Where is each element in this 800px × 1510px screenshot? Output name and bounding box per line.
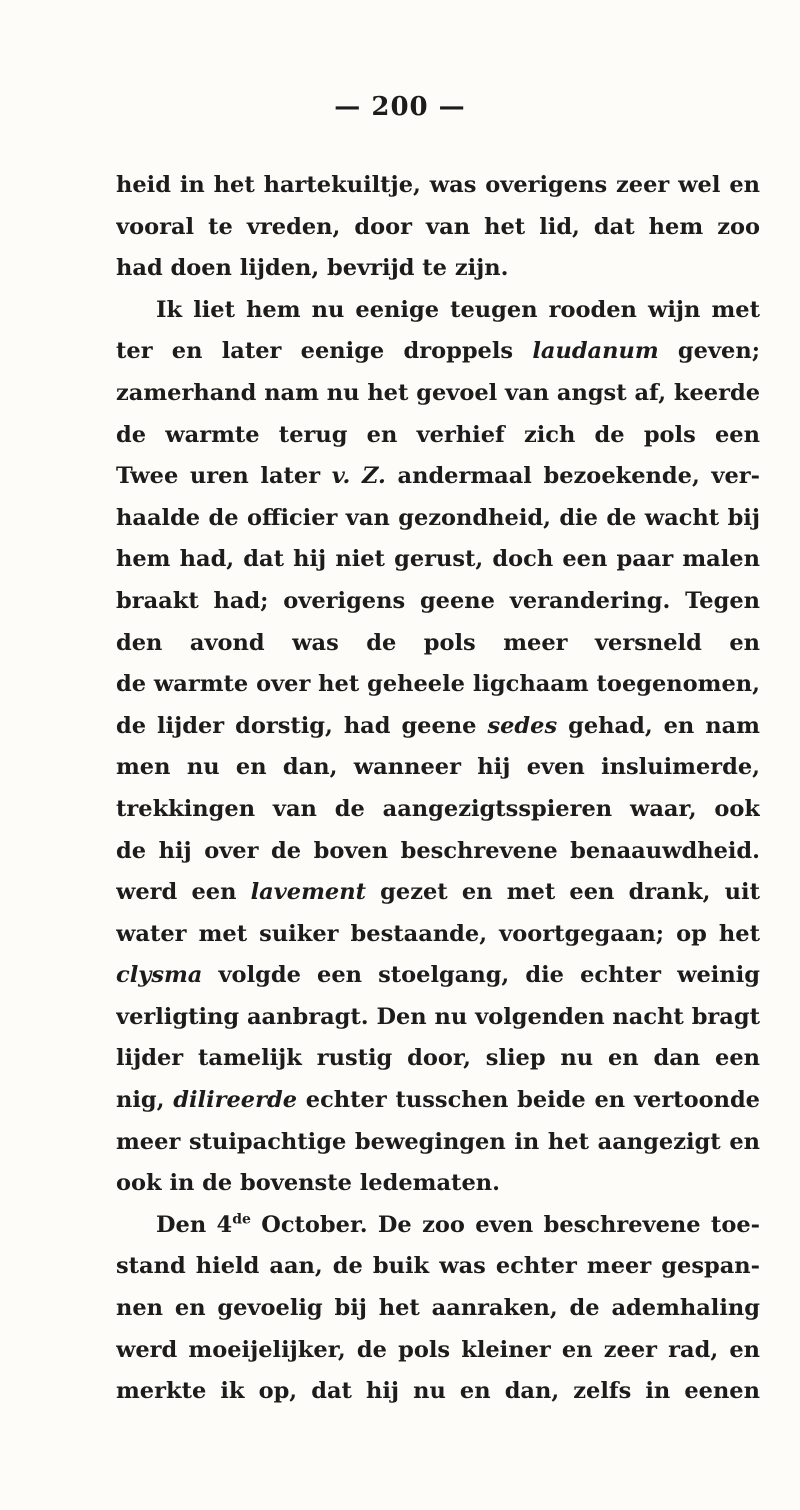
text-line: nen en gevoelig bij het aanraken, de ademhaling bbox=[116, 1295, 760, 1322]
text-line: Twee uren later v. Z. andermaal bezoekende, ver- bbox=[116, 463, 760, 490]
italic-term: lavement bbox=[250, 879, 366, 906]
text-line: de warmte over het geheele ligchaam toegenomen, bbox=[116, 671, 760, 698]
text-line: meer stuipachtige bewegingen in het aangezigt en bbox=[116, 1128, 760, 1155]
italic-term: laudanum bbox=[532, 338, 659, 365]
italic-term: v. Z. bbox=[331, 463, 386, 490]
text-line: merkte ik op, dat hij nu en dan, zelfs in eenen bbox=[116, 1378, 760, 1405]
text-line: Ik liet hem nu eenige teugen rooden wijn met bbox=[156, 296, 760, 323]
page-number: — 200 — bbox=[334, 92, 466, 122]
body-text bbox=[116, 165, 760, 1413]
italic-term: dilireerde bbox=[173, 1087, 298, 1114]
text-line: zamerhand nam nu het gevoel van angst af, keerde bbox=[116, 379, 760, 406]
text-line: de lijder dorstig, had geene sedes gehad, en nam bbox=[116, 712, 760, 739]
text-line: werd moeijelijker, de pols kleiner en zeer rad, en bbox=[116, 1336, 760, 1363]
italic-term: clysma bbox=[116, 962, 203, 989]
text-line: werd een lavement gezet en met een drank, uit bbox=[116, 879, 760, 906]
superscript: de bbox=[232, 1211, 251, 1228]
text-line: stand hield aan, de buik was echter meer gespan- bbox=[116, 1253, 760, 1280]
text-line: lijder tamelijk rustig door, sliep nu en dan een bbox=[116, 1045, 760, 1072]
text-line: de hij over de boven beschrevene benaauwdheid. bbox=[116, 837, 760, 864]
text-line: haalde de officier van gezondheid, die de wacht bij bbox=[116, 504, 760, 531]
text-line: had doen lijden, bevrijd te zijn. bbox=[116, 255, 509, 282]
text-line: men nu en dan, wanneer hij even insluimerde, bbox=[116, 754, 760, 781]
text-line: de warmte terug en verhief zich de pols een bbox=[116, 421, 760, 448]
text-line: water met suiker bestaande, voortgegaan; op het bbox=[116, 920, 760, 947]
text-line: nig, dilireerde echter tusschen beide en vertoonde bbox=[116, 1087, 760, 1114]
italic-term: sedes bbox=[487, 712, 558, 739]
text-line: Den 4de October. De zoo even beschrevene toe- bbox=[156, 1211, 760, 1238]
text-line: den avond was de pols meer versneld en bbox=[116, 629, 760, 656]
text-line: ter en later eenige droppels laudanum geven; bbox=[116, 338, 760, 365]
text-line: trekkingen van de aangezigtsspieren waar, ook bbox=[116, 795, 760, 822]
text-line: braakt had; overigens geene verandering. Tegen bbox=[116, 587, 760, 614]
text-line: heid in het hartekuiltje, was overigens zeer wel en bbox=[116, 172, 760, 198]
text-line: verligting aanbragt. Den nu volgenden nacht bragt bbox=[116, 1003, 760, 1030]
text-line: ook in de bovenste ledematen. bbox=[116, 1170, 500, 1197]
text-line: hem had, dat hij niet gerust, doch een paar malen bbox=[116, 546, 760, 573]
text-line: vooral te vreden, door van het lid, dat hem zoo bbox=[116, 213, 760, 240]
text-line: clysma volgde een stoelgang, die echter weinig bbox=[116, 962, 760, 989]
